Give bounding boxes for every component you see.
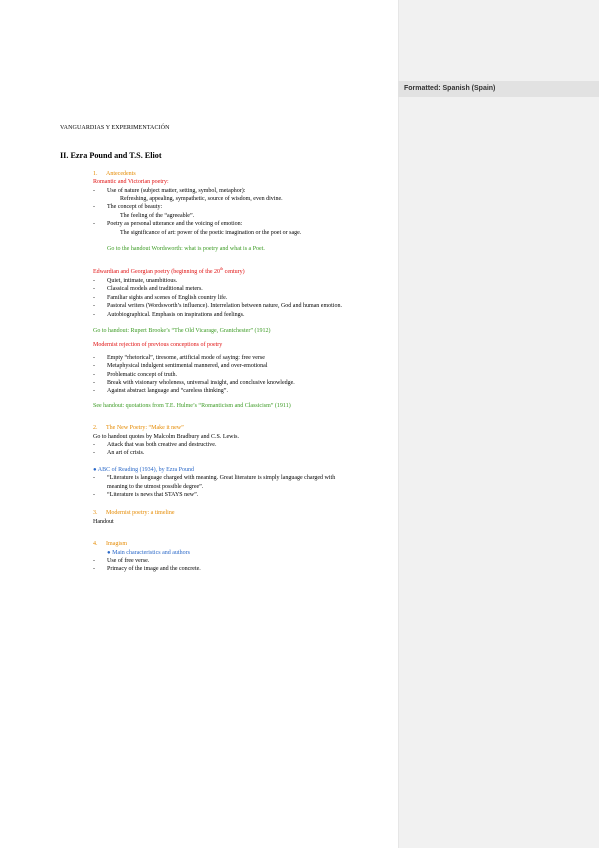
romantic-heading: Romantic and Victorian poetry: <box>93 179 169 186</box>
section-3-heading <box>93 509 356 517</box>
list-item: - “Literature is news that STAYS new”. <box>93 491 356 499</box>
section-1-heading <box>93 170 356 178</box>
edwardian-heading <box>93 265 356 276</box>
list-item: - Attack that was both creative and destructive. <box>93 441 356 449</box>
list-item: - Empty “rhetorical”, tiresome, artificial mode of saying: free verse <box>93 354 356 362</box>
page-header: VANGUARDIAS Y EXPERIMENTACIÓN <box>60 125 170 131</box>
list-item: - Problematic concept of truth. <box>93 371 356 379</box>
list-subitem: The feeling of the “agreeable”. <box>120 212 195 219</box>
handout-hulme: See handout: quotations from T.E. Hulme’s “Romanticism and Classicism” (1911) <box>93 402 291 409</box>
handout-brooke: Go to handout: Rupert Brooke’s “The Old Vicarage, Grantchester” (1912) <box>93 327 271 334</box>
list-item: - Use of free verse. <box>93 557 356 565</box>
section-4-number: 4. <box>93 541 98 548</box>
edwardian-heading-b: century) <box>223 269 245 276</box>
list-item: - The concept of beauty: <box>93 203 356 211</box>
list-subitem: The significance of art: power of the poetic imagination or the poet or sage. <box>120 229 302 236</box>
section-2-heading <box>93 424 356 432</box>
section-3-label: Modernist poetry: a timeline <box>106 510 175 517</box>
section-3-number: 3. <box>93 510 98 517</box>
list-item: - Pastoral writers (Wordsworth’s influence). Interrelation between nature, God and human emotion. <box>93 302 356 310</box>
document-body <box>60 124 356 574</box>
list-item: - Metaphysical indulgent sentimental mannered, and over-emotional <box>93 362 356 370</box>
section-2-label: The New Poetry: “Make it new” <box>106 425 184 432</box>
list-item: - Use of nature (subject matter, setting, symbol, metaphor): <box>93 187 356 195</box>
list-item: - Break with visionary wholeness, universal insight, and conclusive knowledge. <box>93 379 356 387</box>
section-2-number: 2. <box>93 425 98 432</box>
handout-wordsworth: Go to the handout Wordsworth: what is poetry and what is a Poet. <box>107 246 265 253</box>
list-item: - “Literature is language charged with meaning. Great literature is simply language charged with meaning to the utmost possible degree”. <box>93 474 356 491</box>
comment-margin-pane <box>398 0 599 848</box>
abc-of-reading: ● ABC of Reading (1934), by Ezra Pound <box>93 466 194 473</box>
section-4-label: Imagism <box>106 541 127 548</box>
list-item: - Classical models and traditional meters. <box>93 285 356 293</box>
section-4-heading <box>93 540 356 548</box>
list-item: - Quiet, intimate, unambitious. <box>93 277 356 285</box>
list-item: - Against abstract language and “careless thinking”. <box>93 387 356 395</box>
list-item: - An art of crisis. <box>93 449 356 457</box>
section-title: II. Ezra Pound and T.S. Eliot <box>60 151 162 161</box>
list-item: - Familiar sights and scenes of English country life. <box>93 294 356 302</box>
imagism-characteristics: ● Main characteristics and authors <box>107 549 190 556</box>
timeline-handout: Handout <box>93 518 114 525</box>
section-1-label: Antecedents <box>106 170 136 177</box>
list-item: - Poetry as personal utterance and the voicing of emotion: <box>93 220 356 228</box>
edwardian-heading-a: Edwardian and Georgian poetry (beginning of the 20 <box>93 269 221 276</box>
section-1-number: 1. <box>93 170 98 177</box>
list-item: - Autobiographical. Emphasis on inspirations and feelings. <box>93 311 356 319</box>
modernist-heading: Modernist rejection of previous conceptions of poetry <box>93 342 223 349</box>
list-item: - Primacy of the image and the concrete. <box>93 565 356 573</box>
list-subitem: Refreshing, appealing, sympathetic, source of wisdom, even divine. <box>120 196 283 203</box>
formatting-balloon[interactable]: Formatted: Spanish (Spain) <box>398 81 599 97</box>
bradbury-lewis-intro: Go to handout quotes by Malcolm Bradbury and C.S. Lewis. <box>93 433 239 440</box>
edwardian-heading-sup: th <box>220 266 224 272</box>
